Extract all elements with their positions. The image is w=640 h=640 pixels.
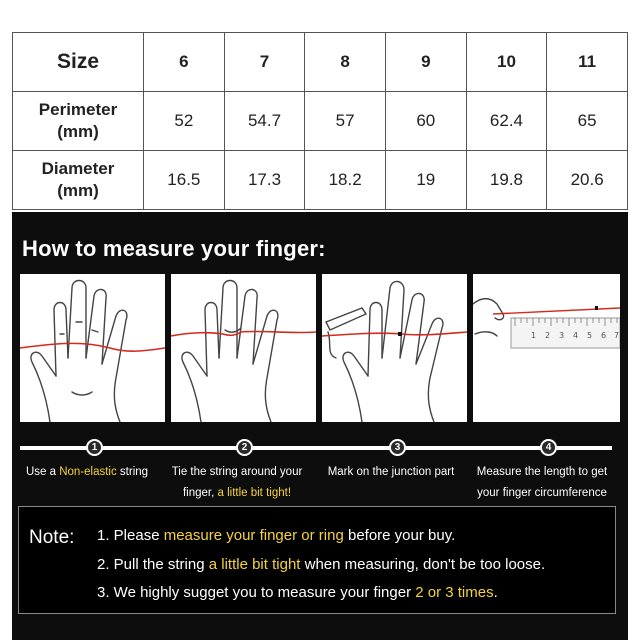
note-text: 1. Please bbox=[97, 527, 164, 544]
ruler-number: 2 bbox=[545, 331, 551, 340]
diameter-row bbox=[13, 151, 628, 210]
diameter-cell: 19.8 bbox=[466, 151, 547, 210]
note-highlight: measure your finger or ring bbox=[163, 527, 344, 544]
perimeter-label: Perimeter bbox=[38, 100, 118, 119]
caption-highlight: Non-elastic bbox=[59, 466, 117, 478]
timeline-line bbox=[20, 446, 612, 450]
diameter-cell: 20.6 bbox=[547, 151, 628, 210]
step-4-illustration bbox=[473, 274, 620, 422]
step-4-caption bbox=[467, 462, 617, 504]
ruler-string-icon bbox=[473, 274, 620, 422]
caption-text: string bbox=[116, 466, 149, 478]
step-1-caption bbox=[12, 462, 162, 483]
step-3-illustration bbox=[322, 274, 467, 422]
ring-size-table bbox=[12, 32, 628, 210]
size-cell: 9 bbox=[385, 33, 466, 92]
caption-text: Measure the length to get bbox=[476, 466, 608, 478]
size-cell: 11 bbox=[547, 33, 628, 92]
ruler-number: 5 bbox=[587, 331, 593, 340]
note-box bbox=[18, 506, 616, 614]
diameter-label: Diameter bbox=[41, 159, 115, 178]
note-line-2 bbox=[97, 556, 545, 573]
ruler-number: 6 bbox=[601, 331, 607, 340]
note-text: 2. Pull the string bbox=[97, 556, 209, 573]
perimeter-cell: 52 bbox=[144, 92, 225, 151]
note-text: . bbox=[493, 584, 498, 601]
size-cell: 8 bbox=[305, 33, 386, 92]
step-3-marker: 3 bbox=[389, 439, 406, 456]
size-header: Size bbox=[13, 33, 144, 92]
step-timeline bbox=[20, 438, 612, 458]
diameter-cell: 19 bbox=[385, 151, 466, 210]
note-highlight: 2 or 3 times bbox=[415, 584, 494, 601]
step-2-illustration bbox=[171, 274, 316, 422]
size-cell: 10 bbox=[466, 33, 547, 92]
perimeter-cell: 62.4 bbox=[466, 92, 547, 151]
perimeter-unit: (mm) bbox=[57, 122, 99, 141]
note-text: before your buy. bbox=[343, 527, 456, 544]
ruler-number: 7 bbox=[614, 331, 620, 340]
perimeter-row bbox=[13, 92, 628, 151]
step-2-caption bbox=[162, 462, 312, 504]
guide-title: How to measure your finger: bbox=[22, 236, 326, 261]
hand-string-icon bbox=[20, 274, 165, 422]
step-3-caption bbox=[316, 462, 466, 483]
perimeter-cell: 57 bbox=[305, 92, 386, 151]
perimeter-cell: 60 bbox=[385, 92, 466, 151]
caption-text: finger, bbox=[182, 487, 218, 499]
size-row bbox=[13, 33, 628, 92]
hand-pen-mark-icon bbox=[322, 274, 467, 422]
ruler-number: 3 bbox=[559, 331, 565, 340]
diameter-cell: 16.5 bbox=[144, 151, 225, 210]
caption-text: Tie the string around your bbox=[171, 466, 303, 478]
size-cell: 7 bbox=[224, 33, 305, 92]
caption-highlight: a little bit tight! bbox=[217, 487, 292, 499]
perimeter-cell: 54.7 bbox=[224, 92, 305, 151]
diameter-header bbox=[13, 151, 144, 210]
note-text: when measuring, don't be too loose. bbox=[300, 556, 546, 573]
step-2-marker: 2 bbox=[236, 439, 253, 456]
note-label: Note: bbox=[29, 527, 75, 548]
step-1-illustration bbox=[20, 274, 165, 422]
diameter-unit: (mm) bbox=[57, 181, 99, 200]
note-text: 3. We highly sugget you to measure your finger bbox=[97, 584, 416, 601]
measure-guide-panel bbox=[12, 212, 628, 640]
note-line-1 bbox=[97, 527, 455, 544]
caption-text: Mark on the junction part bbox=[327, 466, 455, 478]
perimeter-cell: 65 bbox=[547, 92, 628, 151]
note-line-3 bbox=[97, 584, 498, 601]
ruler-number: 4 bbox=[573, 331, 579, 340]
note-highlight: a little bit tight bbox=[208, 556, 301, 573]
caption-text: Use a bbox=[25, 466, 60, 478]
step-4-marker: 4 bbox=[540, 439, 557, 456]
size-cell: 6 bbox=[144, 33, 225, 92]
caption-text: your finger circumference bbox=[477, 487, 607, 499]
diameter-cell: 18.2 bbox=[305, 151, 386, 210]
perimeter-header bbox=[13, 92, 144, 151]
diameter-cell: 17.3 bbox=[224, 151, 305, 210]
step-illustrations bbox=[20, 274, 620, 422]
hand-tied-string-icon bbox=[171, 274, 316, 422]
step-1-marker: 1 bbox=[86, 439, 103, 456]
ruler-number: 1 bbox=[531, 331, 537, 340]
